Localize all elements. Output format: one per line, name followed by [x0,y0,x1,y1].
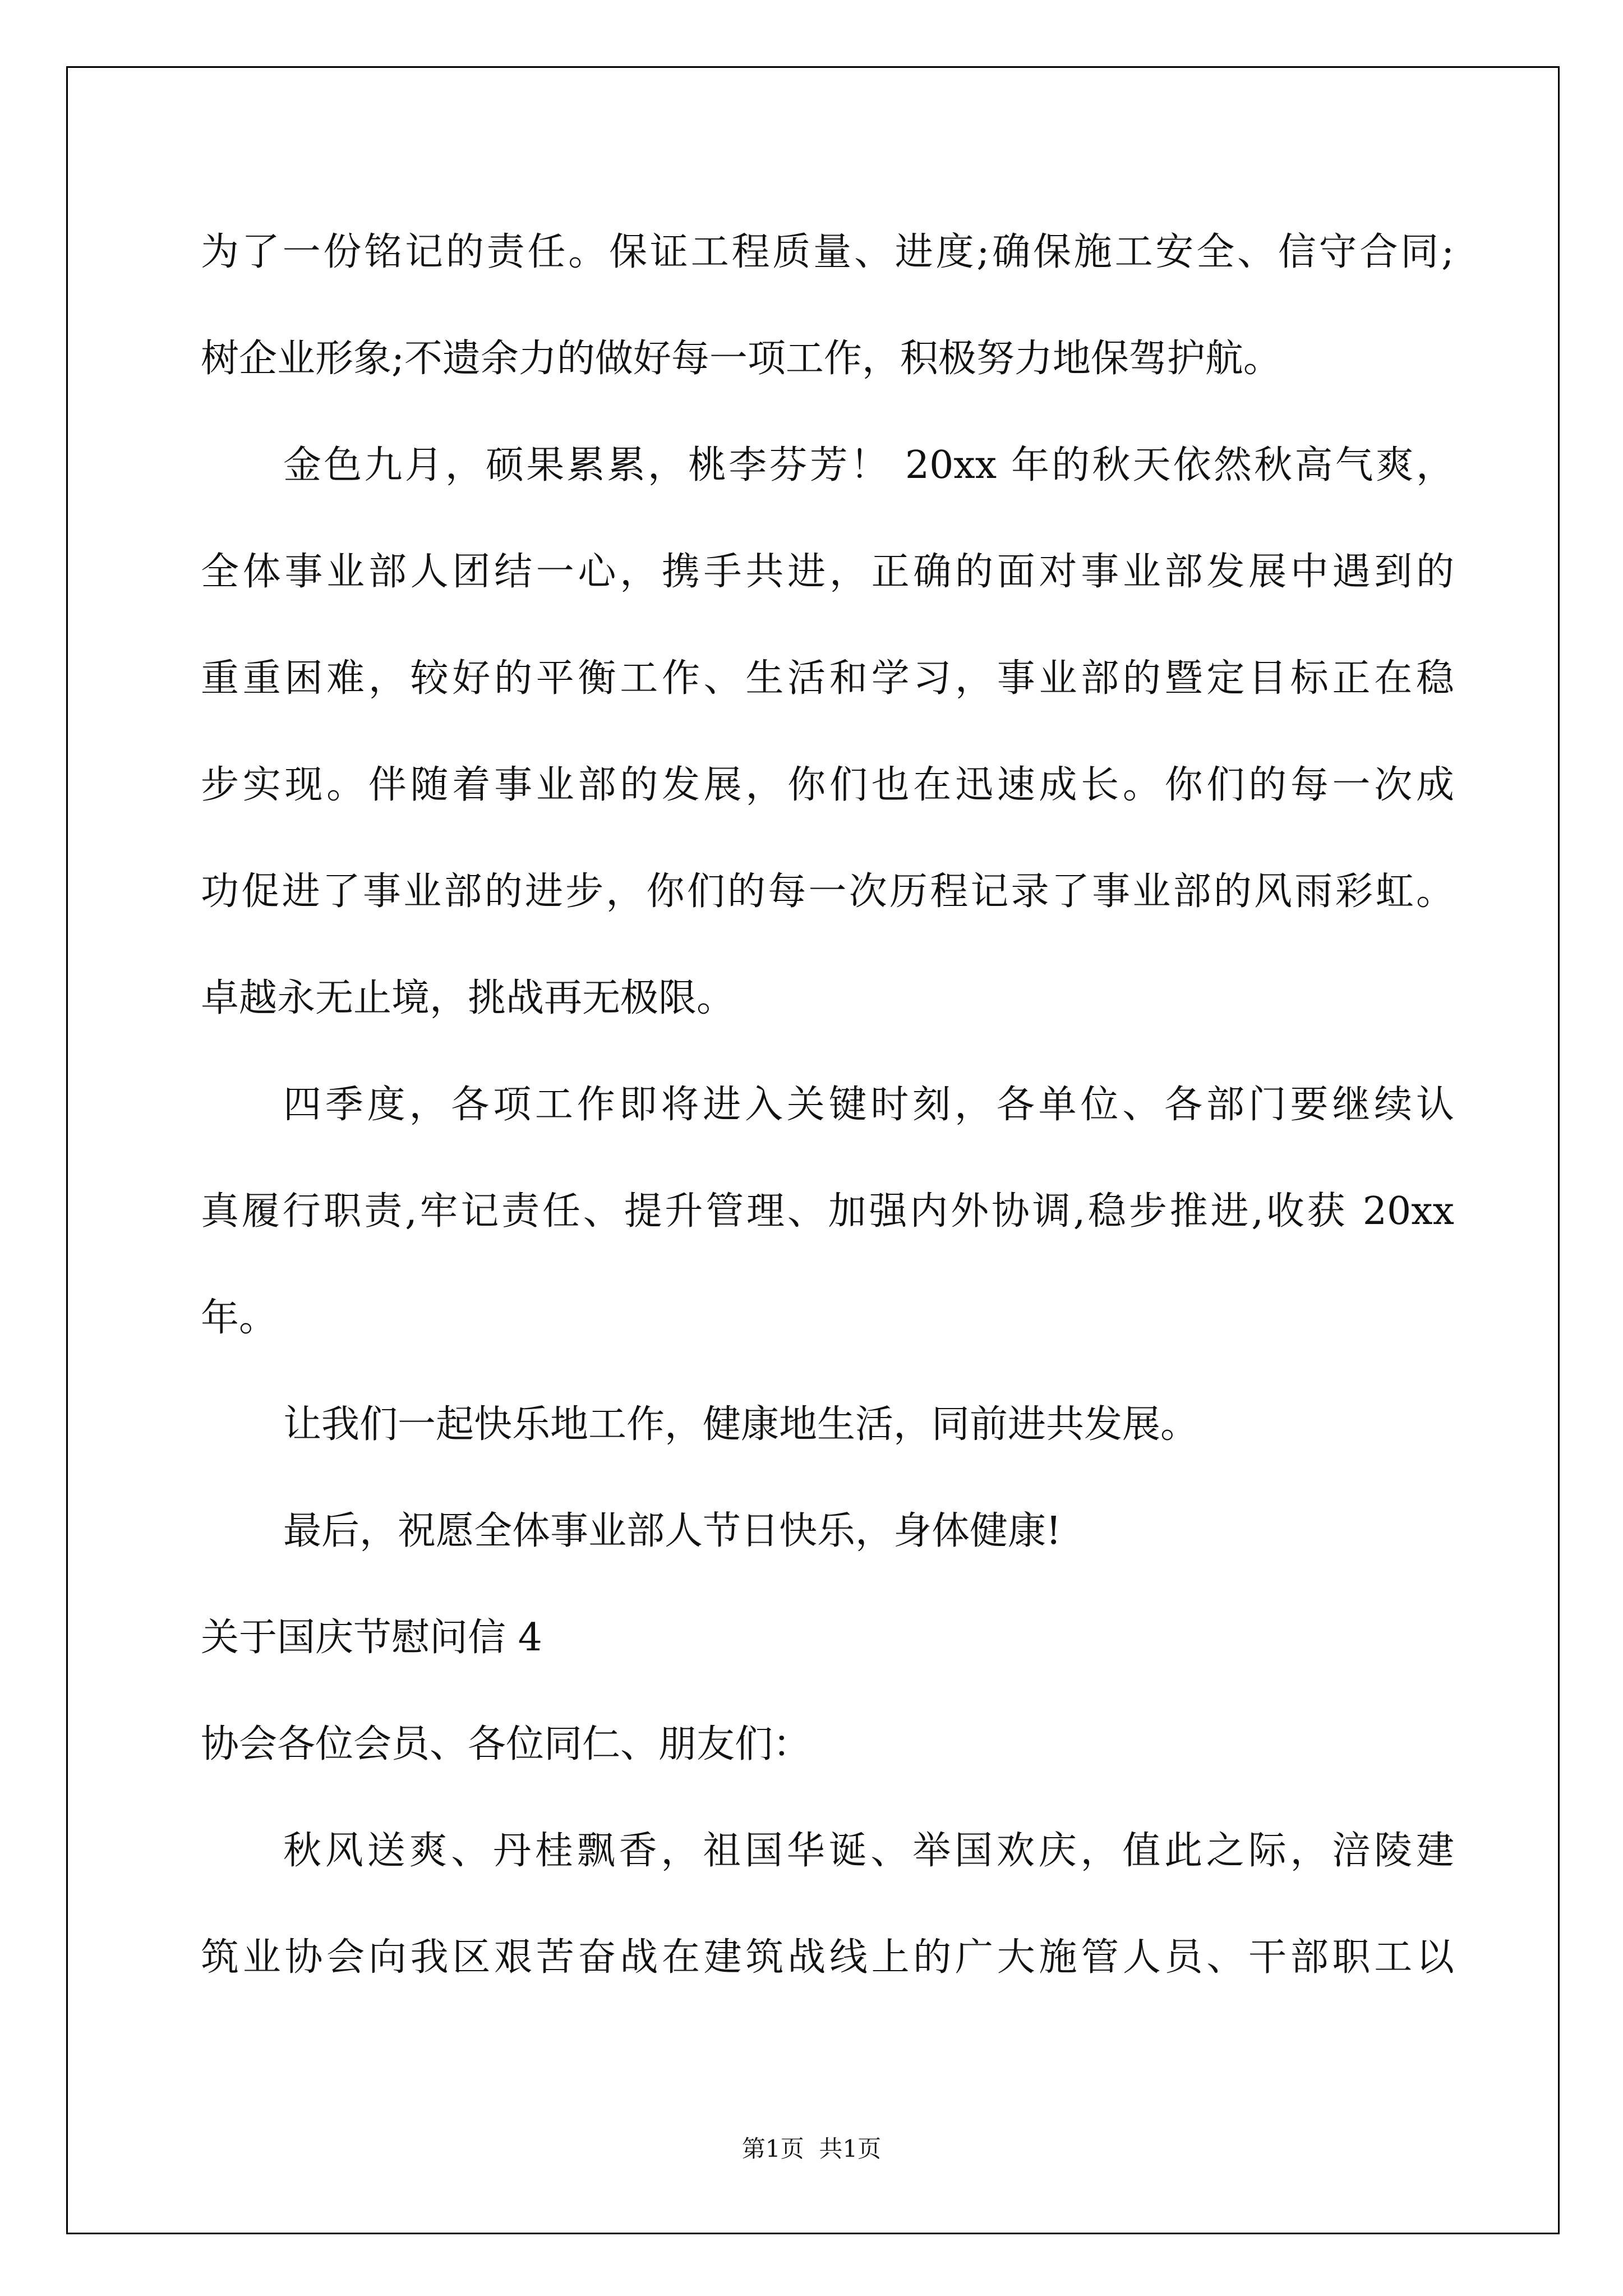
body-line: 真履行职责,牢记责任、提升管理、加强内外协调,稳步推进,收获 20xx [201,1189,1454,1234]
paragraph-first-line: 金色九月，硕果累累，桃李芬芳！ 20xx 年的秋天依然秋高气爽， [283,443,1454,487]
body-line: 功促进了事业部的进步，你们的每一次历程记录了事业部的风雨彩虹。 [201,869,1454,914]
section-title: 关于国庆节慰问信 4 [201,1616,542,1660]
body-line: 树企业形象;不遗余力的做好每一项工作，积极努力地保驾护航。 [201,337,1281,381]
body-line: 筑业协会向我区艰苦奋战在建筑战线上的广大施管人员、干部职工以 [201,1935,1454,1980]
body-line: 步实现。伴随着事业部的发展，你们也在迅速成长。你们的每一次成 [201,763,1454,807]
page-number-footer: 第1页 共1页 [741,2135,882,2162]
body-line: 卓越永无止境，挑战再无极限。 [201,976,735,1020]
body-line: 重重困难，较好的平衡工作、生活和学习，事业部的暨定目标正在稳 [201,656,1454,701]
paragraph-first-line: 秋风送爽、丹桂飘香，祖国华诞、举国欢庆，值此之际，涪陵建 [283,1829,1454,1873]
paragraph-first-line: 最后，祝愿全体事业部人节日快乐，身体健康! [283,1509,1062,1553]
paragraph-first-line: 四季度，各项工作即将进入关键时刻，各单位、各部门要继续认 [283,1083,1454,1127]
paragraph-first-line: 让我们一起快乐地工作，健康地生活，同前进共发展。 [283,1402,1199,1447]
body-line: 为了一份铭记的责任。保证工程质量、进度;确保施工安全、信守合同; [201,230,1454,274]
body-line: 年。 [201,1296,278,1340]
salutation: 协会各位会员、各位同仁、朋友们： [201,1722,811,1766]
body-line: 全体事业部人团结一心，携手共进，正确的面对事业部发展中遇到的 [201,550,1454,594]
document-body [201,199,1454,2011]
